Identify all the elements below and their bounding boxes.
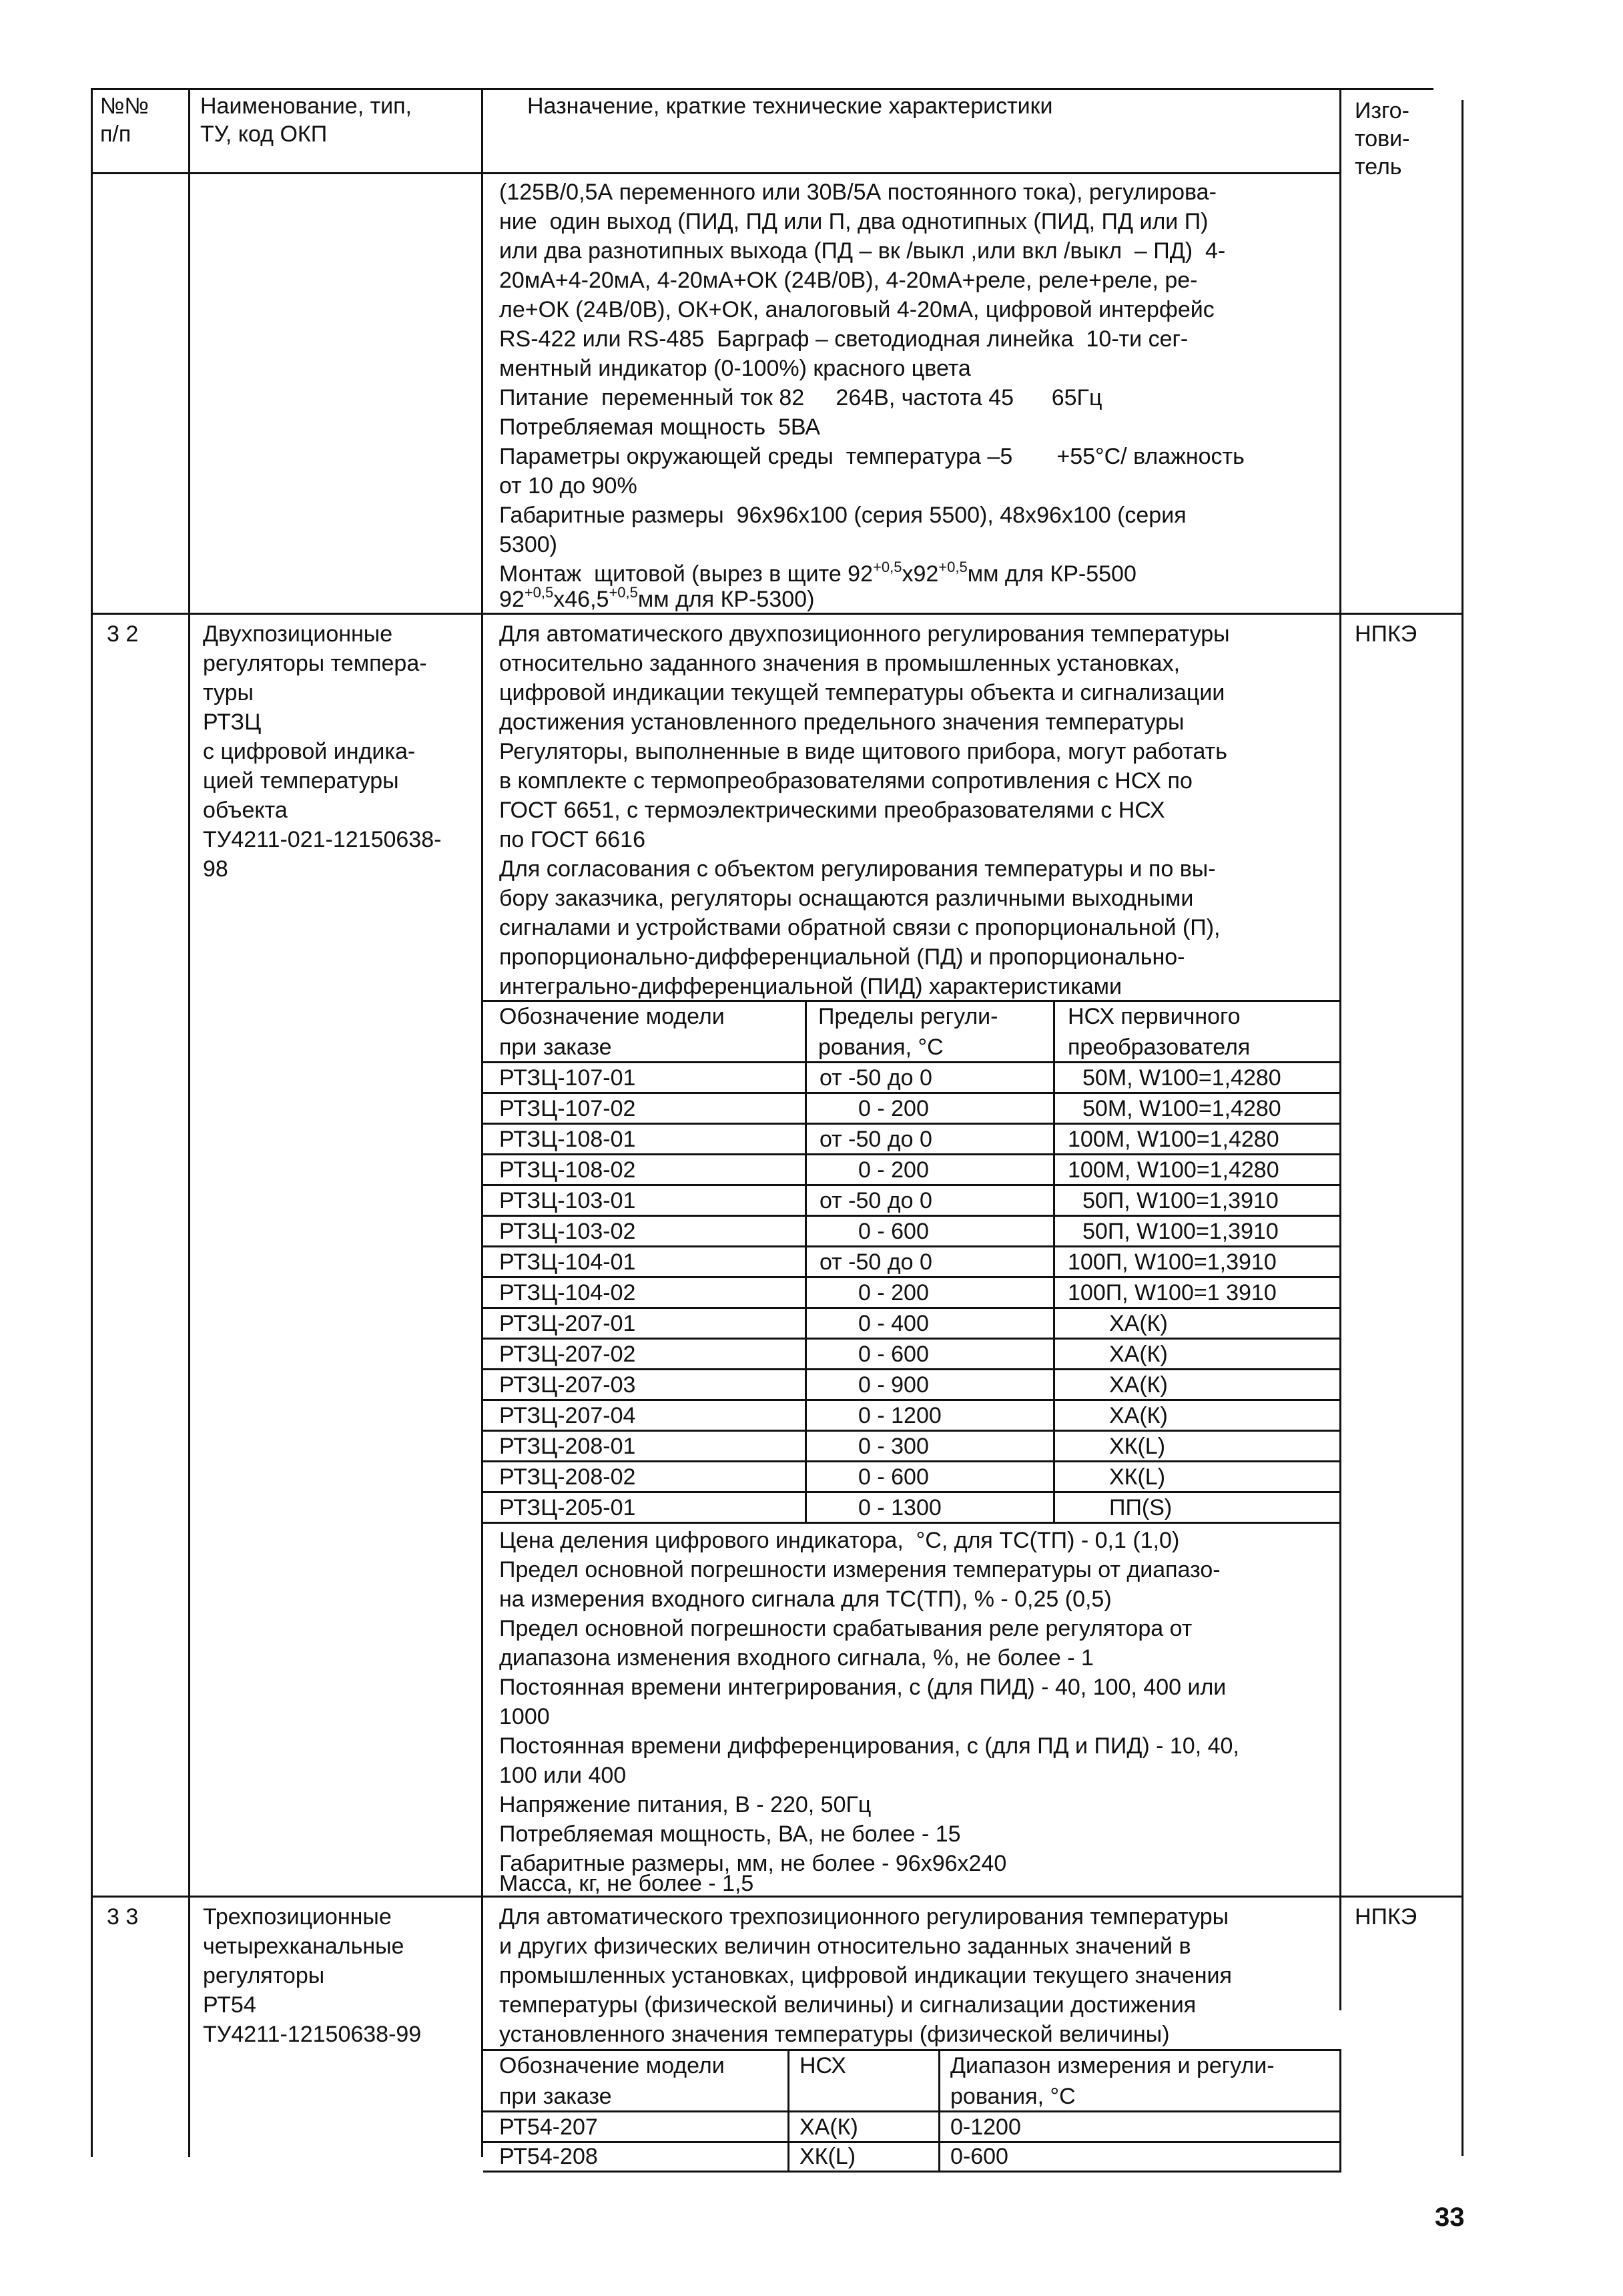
desc-line: относительно заданного значения в промышленных установках, <box>499 651 1181 676</box>
table-row-model: РТЗЦ-107-02 <box>499 1096 636 1121</box>
cont-line: 20мА+4-20мА, 4-20мА+ОК (24В/0В), 4-20мА+реле, реле+реле, ре- <box>499 268 1198 293</box>
table-row-model: РТЗЦ-207-02 <box>499 1342 636 1367</box>
header-bottom-border <box>91 172 1341 174</box>
name-line: РТ54 <box>203 1992 256 2018</box>
table-row-nsh: ПП(S) <box>1109 1495 1173 1520</box>
table-row-model: РТЗЦ-208-02 <box>499 1464 636 1490</box>
table-row-nsh: ХК(L) <box>1109 1464 1166 1490</box>
mount-text: мм для КР-5300) <box>637 587 815 612</box>
table-row-nsh: 50П, W100=1,3910 <box>1082 1219 1279 1244</box>
name-line: РТЗЦ <box>203 709 262 735</box>
table-row-range: 0 - 1300 <box>858 1495 942 1520</box>
row33-maker: НПКЭ <box>1355 1904 1417 1930</box>
table-row-nsh: ХА(К) <box>1109 1311 1168 1336</box>
desc-line: установленного значения температуры (физической величины) <box>499 2022 1170 2047</box>
table-header-nsh: НСХ первичного преобразователя <box>1068 1004 1251 1060</box>
table-row-model: РТЗЦ-108-02 <box>499 1157 636 1183</box>
name-line: с цифровой индика- <box>203 739 416 764</box>
col-divider-1 <box>188 88 190 2157</box>
mount-text: х92 <box>902 561 939 587</box>
table-row-nsh: ХА(К) <box>1109 1403 1168 1428</box>
table-row-range: от -50 до 0 <box>820 1249 932 1275</box>
spec-line: Предел основной погрешности срабатывания реле регулятора от <box>499 1616 1193 1641</box>
desc-line: в комплекте с термопреобразователями сопротивления с НСХ по <box>499 768 1193 794</box>
table-row-nsh: 50П, W100=1,3910 <box>1082 1188 1279 1213</box>
desc-line: Регуляторы, выполненные в виде щитового прибора, могут работать <box>499 739 1227 764</box>
desc-line: цифровой индикации текущей температуры объекта и сигнализации <box>499 680 1225 705</box>
desc-line: Для согласования с объектом регулирования температуры и по вы- <box>499 856 1216 882</box>
mount-text: х46,5 <box>553 587 609 612</box>
table-row-nsh: ХА(К) <box>799 2114 858 2140</box>
cont-line: ле+ОК (24В/0В), ОК+ОК, аналоговый 4-20мА, цифровой интерфейс <box>499 297 1215 322</box>
table-row-range: от -50 до 0 <box>820 1188 932 1213</box>
desc-line: по ГОСТ 6616 <box>499 827 645 852</box>
header-maker: Изго- тови- тель <box>1355 98 1410 180</box>
name-line: четырехканальные <box>203 1934 404 1959</box>
table-row-nsh: 100М, W100=1,4280 <box>1068 1127 1279 1152</box>
desc-line: интегрально-дифференциальной (ПИД) характеристиками <box>499 974 1122 999</box>
mount-sup: +0,5 <box>609 584 638 601</box>
table-row-model: РТЗЦ-108-01 <box>499 1127 636 1152</box>
table-top-border <box>91 88 1433 90</box>
spec-line: на измерения входного сигнала для ТС(ТП), % - 0,25 (0,5) <box>499 1587 1112 1612</box>
header-name: Наименование, тип, ТУ, код ОКП <box>200 93 412 147</box>
table-row-nsh: ХК(L) <box>1109 1434 1166 1459</box>
table-row-range: 0 - 400 <box>858 1311 929 1336</box>
table-row-model: РТЗЦ-103-01 <box>499 1188 636 1213</box>
mount-sup: +0,5 <box>524 584 554 601</box>
mount-text: 92 <box>499 587 525 612</box>
cont-line: Потребляемая мощность 5ВА <box>499 414 821 440</box>
table-col-line <box>1053 1000 1055 1524</box>
table-row-nsh: 100М, W100=1,4280 <box>1068 1157 1279 1183</box>
spec-line: Габаритные размеры, мм, не более - 96х96х240 <box>499 1851 1007 1876</box>
table-row-range: 0-600 <box>950 2144 1008 2169</box>
table-row-range: 0-1200 <box>950 2114 1021 2140</box>
table-row-range: от -50 до 0 <box>820 1065 932 1091</box>
table-col-line <box>1339 2049 1341 2173</box>
table-header-range: Диапазон измерения и регули- рования, °С <box>950 2053 1275 2109</box>
table-row-model: РТЗЦ-207-04 <box>499 1403 636 1428</box>
table-row-range: 0 - 200 <box>858 1157 929 1183</box>
desc-line: и других физических величин относительно заданных значений в <box>499 1934 1191 1959</box>
table-row-range: 0 - 900 <box>858 1372 929 1398</box>
cont-line: RS-422 или RS-485 Барграф – светодиодная линейка 10-ти сег- <box>499 326 1189 352</box>
name-line: туры <box>203 680 254 705</box>
table-row-model: РТЗЦ-104-01 <box>499 1249 636 1275</box>
spec-line: Постоянная времени дифференцирования, с (для ПД и ПИД) - 10, 40, <box>499 1733 1239 1759</box>
table-row-model: РТЗЦ-207-03 <box>499 1372 636 1398</box>
name-line: 98 <box>203 856 228 882</box>
spec-line: Напряжение питания, В - 220, 50Гц <box>499 1792 872 1817</box>
desc-line: промышленных установках, цифровой индикации текущего значения <box>499 1963 1232 1988</box>
spec-line: диапазона изменения входного сигнала, %, не более - 1 <box>499 1645 1094 1671</box>
mount-text: Монтаж щитовой (вырез в щите 92 <box>499 561 873 587</box>
table-line <box>483 2141 1341 2143</box>
table-row-range: 0 - 300 <box>858 1434 929 1459</box>
table-row-model: РТЗЦ-103-02 <box>499 1219 636 1244</box>
desc-line: достижения установленного предельного значения температуры <box>499 709 1185 735</box>
table-header-model: Обозначение модели при заказе <box>499 2053 725 2109</box>
spec-line: 100 или 400 <box>499 1763 627 1788</box>
cont-line: ментный индикатор (0-100%) красного цвета <box>499 356 971 381</box>
spec-line: Постоянная времени интегрирования, с (для ПИД) - 40, 100, 400 или <box>499 1675 1227 1700</box>
desc-line: Для автоматического трехпозиционного регулирования температуры <box>499 1904 1229 1930</box>
table-line <box>483 2171 1341 2173</box>
cont-line: или два разнотипных выхода (ПД – вк /выкл ,или вкл /выкл – ПД) 4- <box>499 238 1226 264</box>
table-header-range: Пределы регули- рования, °С <box>818 1004 998 1060</box>
table-header-model: Обозначение модели при заказе <box>499 1004 725 1060</box>
row33-top-border <box>91 1896 1462 1898</box>
spec-line: Предел основной погрешности измерения температуры от диапазо- <box>499 1557 1221 1583</box>
spec-line: Потребляемая мощность, ВА, не более - 15 <box>499 1821 961 1847</box>
col-divider-right <box>1462 100 1464 2156</box>
desc-line: пропорционально-дифференциальной (ПД) и пропорционально- <box>499 944 1185 970</box>
name-line: цией температуры <box>203 768 399 794</box>
desc-line: температуры (физической величины) и сигнализации достижения <box>499 1992 1197 2018</box>
desc-line: бору заказчика, регуляторы оснащаются различными выходными <box>499 886 1194 911</box>
mount-line-2 <box>499 585 814 614</box>
mount-sup: +0,5 <box>873 559 902 575</box>
desc-line: ГОСТ 6651, с термоэлектрическими преобразователями с НСХ <box>499 798 1165 823</box>
name-line: регуляторы <box>203 1963 325 1988</box>
table-row-range: от -50 до 0 <box>820 1127 932 1152</box>
row33-num: 3 3 <box>107 1904 139 1930</box>
table-row-nsh: 50М, W100=1,4280 <box>1082 1065 1281 1091</box>
table-row-nsh: 100П, W100=1 3910 <box>1068 1280 1277 1306</box>
table-row-model: РТЗЦ-107-01 <box>499 1065 636 1091</box>
desc-line: Для автоматического двухпозиционного регулирования температуры <box>499 621 1230 647</box>
cont-line: Габаритные размеры 96х96х100 (серия 5500), 48х96х100 (серия <box>499 503 1187 528</box>
table-row-range: 0 - 200 <box>858 1096 929 1121</box>
spec-line: Масса, кг, не более - 1,5 <box>499 1871 754 1896</box>
table-row-nsh: ХА(К) <box>1109 1372 1168 1398</box>
cont-line: 5300) <box>499 532 557 557</box>
row32-maker: НПКЭ <box>1355 621 1417 647</box>
name-line: объекта <box>203 798 288 823</box>
spec-line: Цена деления цифрового индикатора, °С, для ТС(ТП) - 0,1 (1,0) <box>499 1528 1180 1553</box>
cont-line: Питание переменный ток 82 264В, частота 45 65Гц <box>499 385 1102 410</box>
table-row-model: РТ54-207 <box>499 2114 598 2140</box>
table-row-range: 0 - 200 <box>858 1280 929 1306</box>
table-row-nsh: ХА(К) <box>1109 1342 1168 1367</box>
table-col-line <box>787 2049 789 2173</box>
table-row-model: РТЗЦ-208-01 <box>499 1434 636 1459</box>
mount-text: мм для КР-5500 <box>967 561 1137 587</box>
table-row-range: 0 - 1200 <box>858 1403 942 1428</box>
header-purpose: Назначение, краткие технические характеристики <box>527 93 1053 119</box>
header-num: №№ п/п <box>100 93 149 147</box>
name-line: ТУ4211-12150638-99 <box>203 2022 422 2047</box>
table-row-range: 0 - 600 <box>858 1342 929 1367</box>
cont-line: от 10 до 90% <box>499 473 637 499</box>
table-row-model: РТ54-208 <box>499 2144 598 2169</box>
cont-line: (125В/0,5А переменного или 30В/5А постоянного тока), регулирова- <box>499 180 1217 205</box>
name-line: Трехпозиционные <box>203 1904 392 1930</box>
page-number: 33 <box>1435 2203 1465 2232</box>
desc-line: сигналами и устройствами обратной связи с пропорциональной (П), <box>499 915 1221 940</box>
table-header-nsh: НСХ <box>799 2053 846 2078</box>
cont-line: ние один выход (ПИД, ПД или П, два однотипных (ПИД, ПД или П) <box>499 209 1209 234</box>
col-divider-left <box>91 88 93 2157</box>
name-line: Двухпозиционные <box>203 621 393 647</box>
cont-line: Параметры окружающей среды температура –5 +55°С/ влажность <box>499 444 1245 469</box>
table-row-model: РТЗЦ-205-01 <box>499 1495 636 1520</box>
col-divider-3 <box>1339 88 1341 2010</box>
spec-line: 1000 <box>499 1704 550 1729</box>
name-line: регуляторы темпера- <box>203 651 427 676</box>
table-col-line <box>805 1000 807 1524</box>
table-row-range: 0 - 600 <box>858 1464 929 1490</box>
table-col-line <box>938 2049 940 2173</box>
table-row-nsh: 50М, W100=1,4280 <box>1082 1096 1281 1121</box>
table-row-nsh: 100П, W100=1,3910 <box>1068 1249 1277 1275</box>
table-row-nsh: ХК(L) <box>799 2144 856 2169</box>
row32-num: 3 2 <box>107 621 139 647</box>
table-row-range: 0 - 600 <box>858 1219 929 1244</box>
table-row-model: РТЗЦ-207-01 <box>499 1311 636 1336</box>
name-line: ТУ4211-021-12150638- <box>203 827 442 852</box>
mount-sup: +0,5 <box>938 559 968 575</box>
table-row-model: РТЗЦ-104-02 <box>499 1280 636 1306</box>
